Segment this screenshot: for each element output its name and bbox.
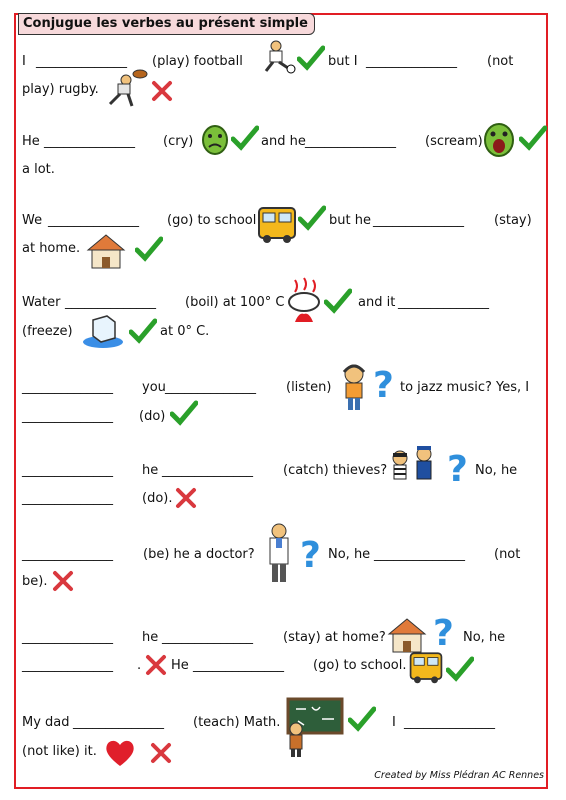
doctor-icon <box>262 522 296 584</box>
s2-blank2[interactable]: ______________ <box>305 134 396 149</box>
s2-verb2: (scream) <box>425 134 483 149</box>
s7-blank1[interactable]: ______________ <box>22 547 113 562</box>
s1-blank1[interactable]: ______________ <box>36 54 127 69</box>
s2-blank1[interactable]: ______________ <box>44 134 135 149</box>
s2-subject: He <box>22 134 40 149</box>
s8-verb2: (go) to school. <box>313 658 407 673</box>
s7-blank2[interactable]: ______________ <box>374 547 465 562</box>
s2-verb: (cry) <box>163 134 194 149</box>
school-bus-icon <box>256 203 298 245</box>
s9-subject: My dad <box>22 715 70 730</box>
s6-blank3[interactable]: ______________ <box>22 491 113 506</box>
check-icon <box>170 400 198 426</box>
s4-verb2: (freeze) <box>22 324 73 339</box>
s2-end: a lot. <box>22 162 55 177</box>
s1-end: play) rugby. <box>22 82 99 97</box>
s3-end: at home. <box>22 241 81 256</box>
check-icon <box>324 288 352 314</box>
s6-do: (do). <box>142 491 173 506</box>
cross-icon <box>151 80 173 102</box>
s3-verb2: (stay) <box>494 213 532 228</box>
s5-blank3[interactable]: ______________ <box>22 409 113 424</box>
football-player-icon <box>246 40 296 74</box>
s5-blank1[interactable]: ______________ <box>22 380 113 395</box>
s9-blank1[interactable]: ______________ <box>73 715 164 730</box>
s3-but: but he <box>329 213 371 228</box>
house-icon <box>84 230 128 270</box>
s1-blank2[interactable]: ______________ <box>366 54 457 69</box>
s9-blank2[interactable]: ______________ <box>404 715 495 730</box>
police-catching-thief-icon <box>386 444 442 488</box>
s6-blank2[interactable]: ______________ <box>162 463 253 478</box>
school-bus-icon <box>408 648 444 686</box>
screaming-face-icon <box>482 120 516 158</box>
check-icon <box>297 45 325 71</box>
s3-verb: (go) to school <box>167 213 257 228</box>
question-mark-icon <box>371 366 397 402</box>
s8-he2: He <box>171 658 189 673</box>
question-mark-icon <box>445 450 471 486</box>
s2-and: and he <box>261 134 306 149</box>
s5-blank2[interactable]: ______________ <box>165 380 256 395</box>
s1-but: but I <box>328 54 358 69</box>
s6-he: he <box>142 463 159 478</box>
check-icon <box>231 125 259 151</box>
s8-period: . <box>137 658 142 673</box>
s9-i: I <box>392 715 396 730</box>
s5-you: you <box>142 380 166 395</box>
s1-subject: I <box>22 54 26 69</box>
svg-text:?: ? <box>433 614 454 650</box>
svg-text:?: ? <box>447 450 468 486</box>
cross-icon <box>52 570 74 592</box>
boy-listening-icon <box>336 362 372 412</box>
question-mark-icon <box>298 536 324 572</box>
s7-no: No, he <box>328 547 371 562</box>
cross-icon <box>145 654 167 676</box>
teacher-icon <box>282 697 344 757</box>
s4-verb: (boil) at 100° C <box>185 295 285 310</box>
s9-verb: (teach) Math. <box>193 715 281 730</box>
s3-blank2[interactable]: ______________ <box>373 213 464 228</box>
s8-blank3[interactable]: ______________ <box>22 658 113 673</box>
s8-blank1[interactable]: ______________ <box>22 630 113 645</box>
s5-verb: (listen) <box>286 380 332 395</box>
s1-not: (not <box>487 54 514 69</box>
s6-verb: (catch) thieves? <box>283 463 388 478</box>
check-icon <box>135 236 163 262</box>
s8-blank2[interactable]: ______________ <box>162 630 253 645</box>
rugby-player-icon <box>100 68 148 108</box>
credit-footer: Created by Miss Plédran AC Rennes <box>374 770 544 781</box>
s7-be: be). <box>22 574 48 589</box>
s7-not: (not <box>494 547 521 562</box>
s9-end: (not like) it. <box>22 744 97 759</box>
cross-icon <box>175 487 197 509</box>
s6-blank1[interactable]: ______________ <box>22 463 113 478</box>
s1-verb: (play) football <box>152 54 243 69</box>
s4-blank1[interactable]: ______________ <box>65 295 156 310</box>
heart-icon <box>103 736 137 770</box>
svg-text:?: ? <box>373 366 394 402</box>
s8-blank4[interactable]: ______________ <box>193 658 284 673</box>
s4-blank2[interactable]: ______________ <box>398 295 489 310</box>
check-icon <box>129 318 157 344</box>
s7-question: (be) he a doctor? <box>143 547 255 562</box>
s5-do: (do) <box>139 409 166 424</box>
question-mark-icon <box>431 614 457 650</box>
s8-no: No, he <box>463 630 506 645</box>
s4-end: at 0° C. <box>160 324 210 339</box>
s5-rest: to jazz music? Yes, I <box>400 380 530 395</box>
s3-blank1[interactable]: ______________ <box>48 213 139 228</box>
s6-no: No, he <box>475 463 518 478</box>
s4-and: and it <box>358 295 396 310</box>
ice-cube-icon <box>79 310 125 350</box>
worksheet-title: Conjugue les verbes au présent simple <box>18 13 315 35</box>
boiling-pot-icon <box>285 276 323 326</box>
s8-verb: (stay) at home? <box>283 630 386 645</box>
s8-he: he <box>142 630 159 645</box>
check-icon <box>298 205 326 231</box>
check-icon <box>348 706 376 732</box>
svg-text:?: ? <box>300 536 321 572</box>
crying-face-icon <box>200 122 230 156</box>
s3-subject: We <box>22 213 43 228</box>
s4-subject: Water <box>22 295 61 310</box>
check-icon <box>519 125 547 151</box>
cross-icon <box>150 742 172 764</box>
check-icon <box>446 656 474 682</box>
